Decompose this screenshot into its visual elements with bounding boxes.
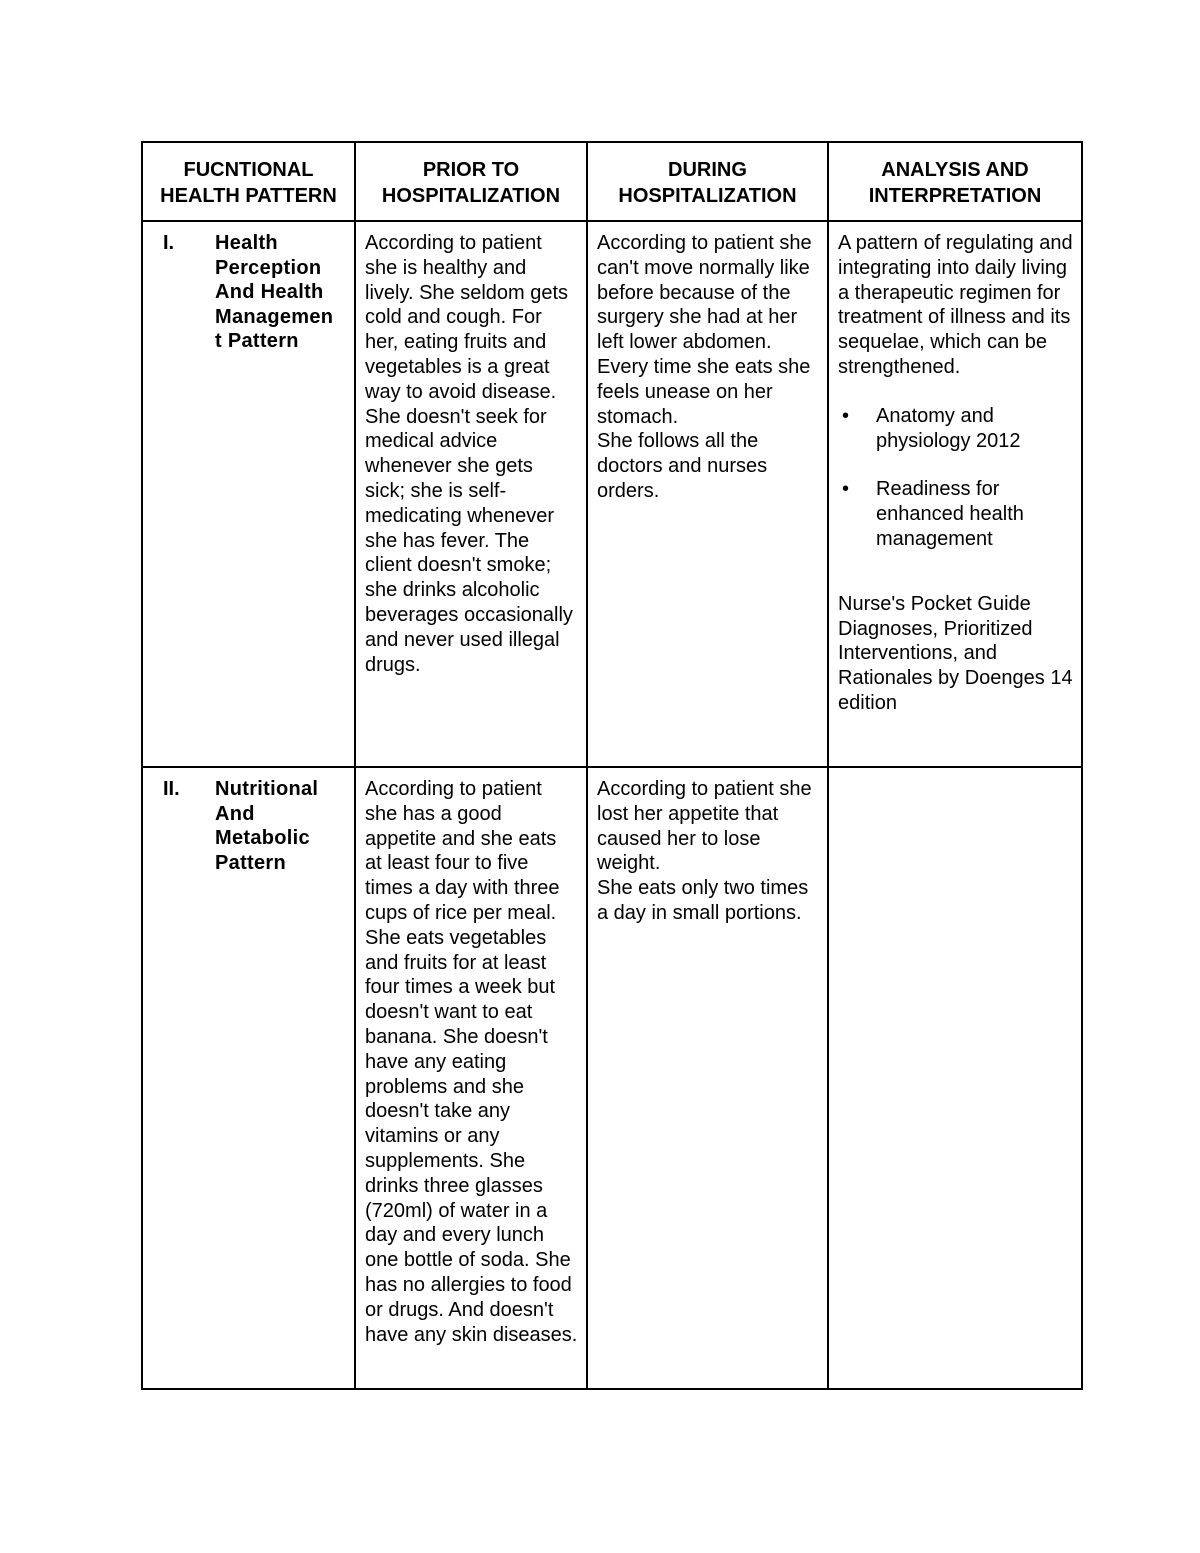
header-during-hospitalization <box>587 142 828 221</box>
analysis-text: A pattern of regulating and integrating into daily living a therapeutic regimen for treatment of illness and its sequelae, which can be strengthened. <box>838 232 1073 378</box>
header-line: INTERPRETATION <box>868 185 1042 207</box>
analysis-reference: Nurse's Pocket Guide Diagnoses, Prioritized Interventions, and Rationales by Doenges 14 edition <box>838 592 1073 714</box>
header-line: HEALTH PATTERN <box>160 185 337 207</box>
row-numeral: I. <box>163 232 175 254</box>
table-row <box>142 767 1082 1389</box>
table-row <box>142 221 1082 767</box>
during-text: According to patient she can't move normally like before because of the surgery she had at her left lower abdomen. Every time she eats she feels unease on her stomach. <box>597 232 812 428</box>
header-analysis-and-interpretation <box>828 142 1082 221</box>
prior-text: According to patient she has a good appetite and she eats at least four to five times a day with three cups of rice per meal. She eats vegetables and fruits for at least four times a week but doesn't want to eat banana. She doesn't have any eating problems and she doesn't take any vitamins or any supplements. She drinks three glasses (720ml) of water in a day and every lunch one bottle of soda. She has no allergies to food or drugs. And doesn't have any skin diseases. <box>365 778 578 1346</box>
header-prior-to-hospitalization <box>355 142 587 221</box>
analysis-cell <box>828 767 1082 1389</box>
pattern-name-line: Health <box>215 232 278 254</box>
during-cell <box>587 767 828 1389</box>
pattern-name <box>215 231 348 354</box>
header-line: FUCNTIONAL <box>183 159 314 181</box>
row-numeral: II. <box>163 778 180 800</box>
list-item <box>838 477 1073 551</box>
prior-cell <box>355 221 587 767</box>
health-pattern-table <box>141 141 1083 1390</box>
bullet-icon: • <box>842 404 850 427</box>
prior-cell <box>355 767 587 1389</box>
header-line: HOSPITALIZATION <box>618 185 797 207</box>
list-item <box>838 404 1073 454</box>
prior-text: According to patient she is healthy and lively. She seldom gets cold and cough. For her, eating fruits and vegetables is a great way to avoid disease. She doesn't seek for medical advice whenever she gets sick; she is self-medicating whenever she has fever. The client doesn't smoke; she drinks alcoholic beverages occasionally and never used illegal drugs. <box>365 232 573 676</box>
pattern-name-line: Pattern <box>215 851 287 874</box>
pattern-name-line: Perception <box>215 256 322 279</box>
table-header-row <box>142 142 1082 221</box>
during-cell <box>587 221 828 767</box>
pattern-name-line: t Pattern <box>215 330 299 353</box>
bullet-text: Anatomy and physiology 2012 <box>876 404 1021 452</box>
during-text: She eats only two times a day in small portions. <box>597 877 809 924</box>
during-text: She follows all the doctors and nurses orders. <box>597 430 768 502</box>
pattern-name-line: Nutritional <box>215 778 319 800</box>
header-line: PRIOR TO <box>422 159 520 181</box>
header-line: DURING <box>668 159 747 181</box>
pattern-name-line: And Health <box>215 281 324 304</box>
pattern-name-line: And <box>215 802 255 825</box>
analysis-bullet-list <box>838 404 1073 552</box>
pattern-name-line: Metabolic <box>215 827 310 850</box>
during-text: According to patient she lost her appetite that caused her to lose weight. <box>597 778 812 875</box>
pattern-name-line: Managemen <box>215 305 334 328</box>
pattern-cell <box>142 221 355 767</box>
header-functional-health-pattern <box>142 142 355 221</box>
bullet-icon: • <box>842 478 850 501</box>
header-line: ANALYSIS AND <box>881 159 1029 181</box>
pattern-name <box>215 777 348 875</box>
bullet-text: Readiness for enhanced health management <box>876 478 1024 550</box>
pattern-cell <box>142 767 355 1389</box>
header-line: HOSPITALIZATION <box>381 185 561 207</box>
analysis-cell <box>828 221 1082 767</box>
